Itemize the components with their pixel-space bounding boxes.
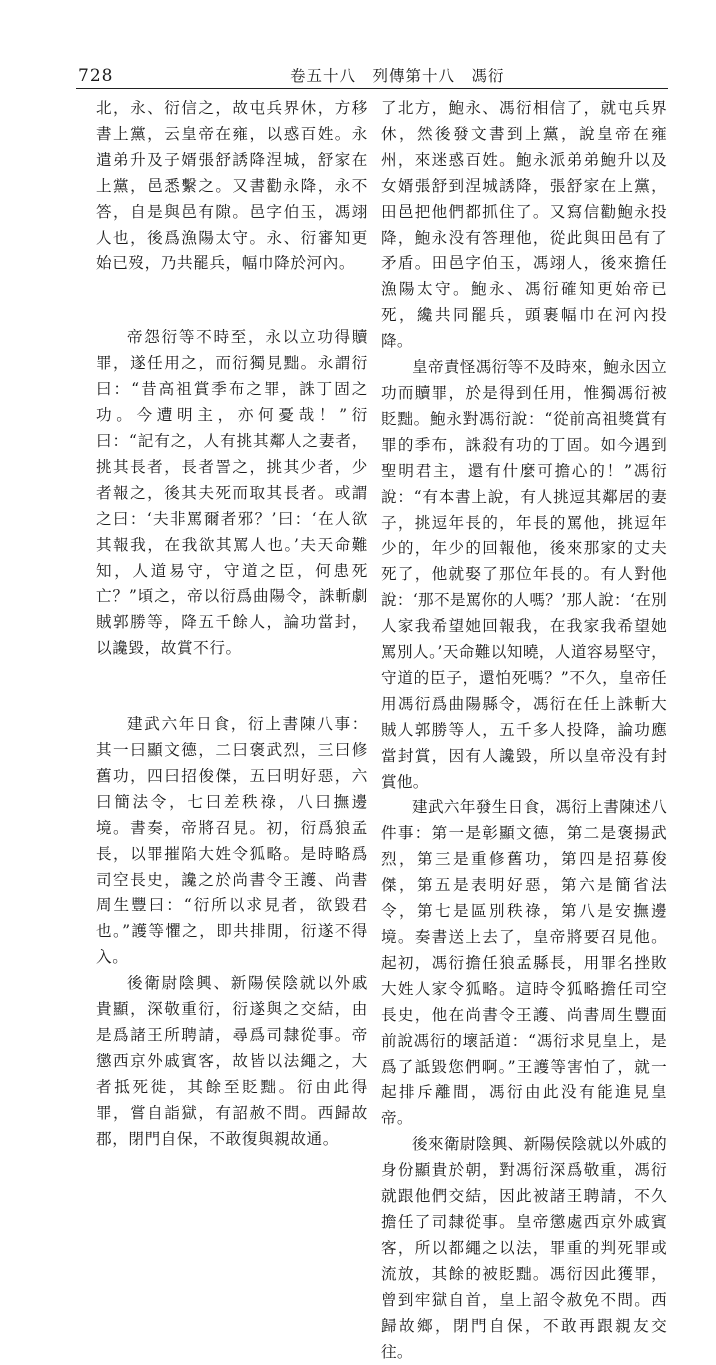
page-number: 728 [78,66,114,86]
page-header [0,0,716,92]
header-rule [76,88,668,89]
classical-paragraph: 建武六年日食，衍上書陳八事：其一曰顯文德，二曰褒武烈，三曰修舊功，四曰招俊傑，五曰明好惡，六曰簡法令，七曰差秩祿，八曰撫邊境。書奏，帝將召見。初，衍爲狼孟長，以罪摧陷大姓令狐略。是時略爲司空長史，讒之於尚書令王護、尚書周生豐曰：“衍所以求見者，欲毀君也。”護等懼之，即共排閒，衍遂不得入。 [96,715,368,967]
classical-paragraph: 北，永、衍信之，故屯兵界休，方移書上黨，云皇帝在雍，以惑百姓。永遣弟升及子婿張舒誘降涅城，舒家在上黨，邑悉繫之。又書勸永降，永不答，自是與邑有隙。邑字伯玉，馮翊人也，後爲漁陽太守。永、衍審知更始已歿，乃共罷兵，幅巾降於河內。 [96,99,368,273]
translation-column [381,96,667,1365]
paragraph-gap [96,277,368,325]
translation-paragraph: 皇帝責怪馮衍等不及時來，鮑永因立功而贖罪，於是得到任用，惟獨馮衍被貶黜。鮑永對馮衍說：“從前高祖獎賞有罪的季布，誅殺有功的丁固。如今遇到聖明君主，還有什麼可擔心的！”馮衍說：“有本書上說，有人挑逗其鄰居的妻子，挑逗年長的，年長的罵他，挑逗年少的，年少的回報他，後來那家的丈夫死了，他就娶了那位年長的。有人對他說：‘那不是罵你的人嗎？’那人說：‘在別人家我希望她回報我，在我家我希望她罵別人。’天命難以知曉，人道容易堅守，守道的臣子，還怕死嗎？”不久，皇帝任用馮衍爲曲陽縣令，馮衍在任上誅斬大賊人郭勝等人，五千多人投降，論功應當封賞，因有人讒毀，所以皇帝没有封賞他。 [381,358,667,791]
translation-paragraph: 後來衛尉陰興、新陽侯陰就以外戚的身份顯貴於朝，對馮衍深爲敬重，馮衍就跟他們交結，因此被諸王聘請，不久擔任了司隸從事。皇帝懲處西京外戚賓客，所以都繩之以法，罪重的判死罪或流放，其餘的被貶黜。馮衍因此獲罪，曾到牢獄自首，皇上詔令赦免不問。西歸故鄉，閉門自保，不敢再跟親友交往。 [381,1135,667,1361]
running-head: 卷五十八 列傳第十八 馮衍 [290,67,505,85]
paragraph-gap [96,662,368,712]
translation-paragraph: 了北方，鮑永、馮衍相信了，就屯兵界休，然後發文書到上黨，說皇帝在雍州，來迷惑百姓。鮑永派弟弟鮑升以及女婿張舒到涅城誘降，張舒家在上黨，田邑把他們都抓住了。又寫信勸鮑永投降，鮑永没有答理他，從此與田邑有了矛盾。田邑字伯玉，馮翊人，後來擔任漁陽太守。鮑永、馮衍確知更始帝已死，纔共同罷兵，頭裹幅巾在河內投降。 [381,99,667,351]
translation-paragraph: 建武六年發生日食，馮衍上書陳述八件事：第一是彰顯文德，第二是褒揚武烈，第三是重修舊功，第四是招募俊傑，第五是表明好惡，第六是簡省法令，第七是區別秩祿，第八是安撫邊境。奏書送上去了，皇帝將要召見他。起初，馮衍擔任狼孟縣長，用罪名挫敗大姓人家令狐略。這時令狐略擔任司空長史，他在尚書令王護、尚書周生豐面前說馮衍的壞話道：“馮衍求見皇上，是爲了詆毀您們啊。”王護等害怕了，就一起排斥離間，馮衍由此没有能進見皇帝。 [381,798,667,1128]
classical-paragraph: 後衛尉陰興、新陽侯陰就以外戚貴顯，深敬重衍，衍遂與之交結，由是爲諸王所聘請，尋爲司隸從事。帝懲西京外戚賓客，故皆以法繩之，大者抵死徙，其餘至貶黜。衍由此得罪，嘗自詣獄，有詔赦不問。西歸故郡，閉門自保，不敢復與親故通。 [96,974,368,1148]
classical-text-column [96,96,368,1153]
classical-paragraph: 帝怨衍等不時至，永以立功得贖罪，遂任用之，而衍獨見黜。永謂衍曰：“昔高祖賞季布之罪，誅丁固之功。今遭明主，亦何憂哉！”衍曰：“記有之，人有挑其鄰人之妻者，挑其長者，長者詈之，挑其少者，少者報之，後其夫死而取其長者。或謂之曰：‘夫非罵爾者邪？’曰：‘在人欲其報我，在我欲其罵人也。’夫天命難知，人道易守，守道之臣，何患死亡？”頃之，帝以衍爲曲陽令，誅斬劇賊郭勝等，降五千餘人，論功當封，以讒毀，故賞不行。 [96,328,368,658]
